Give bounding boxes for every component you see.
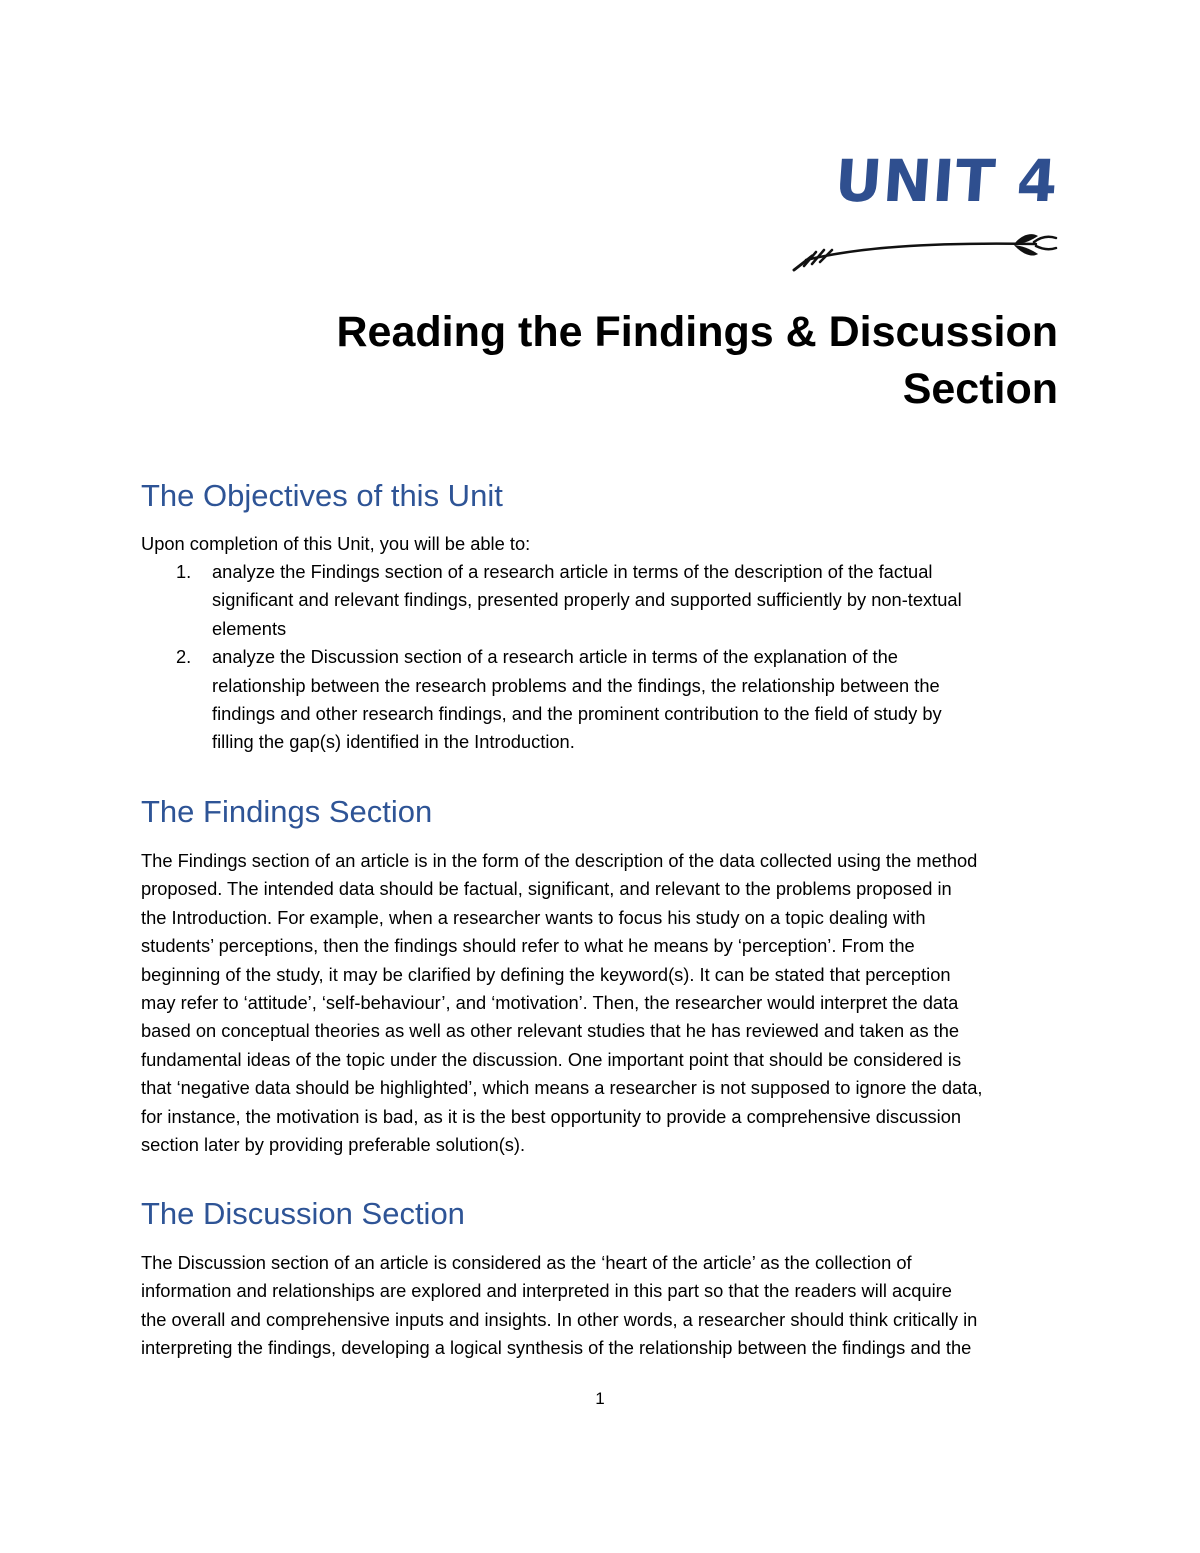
findings-heading: The Findings Section <box>141 794 433 829</box>
paragraph-line: students’ perceptions, then the findings should refer to what he means by ‘perception’. From the <box>141 935 915 957</box>
discussion-paragraph <box>141 1249 1061 1363</box>
paragraph-line: the Introduction. For example, when a researcher wants to focus his study on a topic dealing with <box>141 906 926 928</box>
title-line-1: Reading the Findings & Discussion <box>336 308 1058 356</box>
objectives-intro: Upon completion of this Unit, you will be able to: <box>141 533 531 554</box>
objective-line: analyze the Discussion section of a research article in terms of the explanation of the <box>212 646 898 668</box>
paragraph-line: may refer to ‘attitude’, ‘self-behaviour’, and ‘motivation’. Then, the researcher would interpret the data <box>141 992 959 1014</box>
discussion-heading: The Discussion Section <box>141 1196 465 1231</box>
objective-line: findings and other research findings, and the prominent contribution to the field of study by <box>212 703 942 725</box>
objectives-heading: The Objectives of this Unit <box>141 478 503 513</box>
objective-line: relationship between the research problems and the findings, the relationship between the <box>212 674 940 696</box>
paragraph-line: information and relationships are explored and interpreted in this part so that the readers will acquire <box>141 1280 952 1302</box>
paragraph-line: interpreting the findings, developing a logical synthesis of the relationship between the findings and the <box>141 1337 972 1359</box>
paragraph-line: proposed. The intended data should be factual, significant, and relevant to the problems proposed in <box>141 878 952 900</box>
objective-number: 1. <box>176 561 192 582</box>
objective-line: filling the gap(s) identified in the Introduction. <box>212 731 575 753</box>
title-line-2: Section <box>902 365 1058 413</box>
paragraph-line: fundamental ideas of the topic under the discussion. One important point that should be considered is <box>141 1048 962 1070</box>
objective-item-1 <box>141 558 1061 643</box>
objective-line: analyze the Findings section of a research article in terms of the description of the factual <box>212 561 933 582</box>
objectives-list <box>141 558 1061 757</box>
objective-line: significant and relevant findings, presented properly and supported sufficiently by non-textual <box>212 589 962 611</box>
paragraph-line: The Findings section of an article is in the form of the description of the data collected using the method <box>141 850 978 871</box>
paragraph-line: that ‘negative data should be highlighted’, which means a researcher is not supposed to ignore the data, <box>141 1077 983 1099</box>
paragraph-line: beginning of the study, it may be clarified by defining the keyword(s). It can be stated that perception <box>141 963 951 985</box>
page-title <box>158 304 1058 418</box>
paragraph-line: section later by providing preferable solution(s). <box>141 1134 526 1156</box>
page-number: 1 <box>595 1389 605 1408</box>
objective-item-2 <box>141 643 1061 757</box>
findings-paragraph <box>141 847 1061 1159</box>
objective-number: 2. <box>176 646 192 668</box>
paragraph-line: the overall and comprehensive inputs and insights. In other words, a researcher should think critically in <box>141 1308 978 1330</box>
objective-line: elements <box>212 617 287 639</box>
paragraph-line: The Discussion section of an article is considered as the ‘heart of the article’ as the collection of <box>141 1252 912 1273</box>
arrow-ornament-icon <box>786 226 1066 278</box>
paragraph-line: based on conceptual theories as well as other relevant studies that he has reviewed and taken as the <box>141 1020 960 1042</box>
paragraph-line: for instance, the motivation is bad, as it is the best opportunity to provide a comprehensive discussion <box>141 1105 962 1127</box>
unit-label: UNIT 4 <box>832 147 1061 215</box>
